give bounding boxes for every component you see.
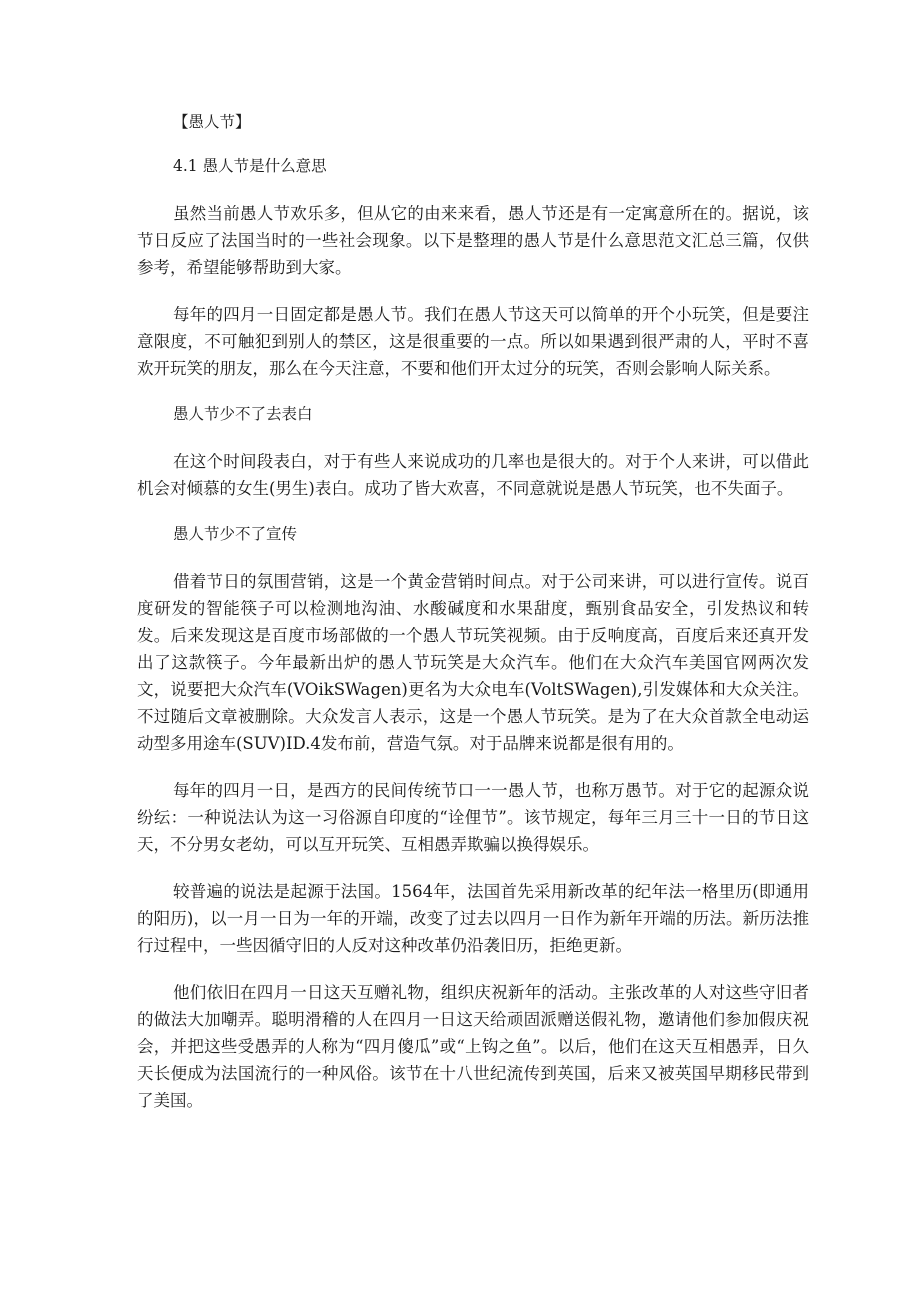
- paragraph-origin-france: 较普遍的说法是起源于法国。1564年，法国首先采用新改革的纪年法一格里历(即通用的阳历)，以一月一日为一年的开端，改变了过去以四月一日作为新年开端的历法。新历法推行过程中，一些因循守旧的人反对这种改革仍沿袭旧历，拒绝更新。: [137, 882, 809, 955]
- document-subtitle: 4.1 愚人节是什么意思: [173, 157, 327, 175]
- document-title: 【愚人节】: [173, 113, 251, 131]
- section-heading-confession: 愚人节少不了去表白: [173, 405, 313, 423]
- section-heading-marketing: 愚人节少不了宣传: [173, 525, 298, 543]
- paragraph-origin-india: 每年的四月一日，是西方的民间传统节口一一愚人节，也称万愚节。对于它的起源众说纷纭：一种说法认为这一习俗源自印度的“诠俚节”。该节规定，每年三月三十一日的节日这天，不分男女老幼，可以互开玩笑、互相愚弄欺骗以换得娱乐。: [137, 781, 809, 854]
- paragraph-spread: 他们依旧在四月一日这天互赠礼物，组织庆祝新年的活动。主张改革的人对这些守旧者的做法大加嘲弄。聪明滑稽的人在四月一日这天给顽固派赠送假礼物，邀请他们参加假庆祝会，并把这些受愚弄的人称为“四月傻瓜”或“上钩之鱼”。以后，他们在这天互相愚弄，日久天长便成为法国流行的一种风俗。该节在十八世纪流传到英国，后来又被英国早期移民带到了美国。: [137, 983, 809, 1110]
- paragraph-marketing: 借着节日的氛围营销，这是一个黄金营销时间点。对于公司来讲，可以进行宣传。说百度研发的智能筷子可以检测地沟油、水酸碱度和水果甜度，甄别食品安全，引发热议和转发。后来发现这是百度市场部做的一个愚人节玩笑视频。由于反响度高，百度后来还真开发出了这款筷子。今年最新出炉的愚人节玩笑是大众汽车。他们在大众汽车美国官网两次发文，说要把大众汽车(VOikSWagen)更名为大众电车(VoltSWagen),引发媒体和大众关注。不过随后文章被删除。大众发言人表示，这是一个愚人节玩笑。是为了在大众首款全电动运动型多用途车(SUV)ID.4发布前，营造气氛。对于品牌来说都是很有用的。: [137, 572, 809, 753]
- paragraph-limits: 每年的四月一日固定都是愚人节。我们在愚人节这天可以简单的开个小玩笑，但是要注意限度，不可触犯到别人的禁区，这是很重要的一点。所以如果遇到很严肃的人，平时不喜欢开玩笑的朋友，那么在今天注意，不要和他们开太过分的玩笑，否则会影响人际关系。: [137, 305, 809, 378]
- paragraph-intro: 虽然当前愚人节欢乐多，但从它的由来来看，愚人节还是有一定寓意所在的。据说，该节日反应了法国当时的一些社会现象。以下是整理的愚人节是什么意思范文汇总三篇，仅供参考，希望能够帮助到大家。: [137, 204, 809, 277]
- paragraph-confession: 在这个时间段表白，对于有些人来说成功的几率也是很大的。对于个人来讲，可以借此机会对倾慕的女生(男生)表白。成功了皆大欢喜，不同意就说是愚人节玩笑，也不失面子。: [137, 452, 809, 498]
- document-page: [137, 100, 809, 1134]
